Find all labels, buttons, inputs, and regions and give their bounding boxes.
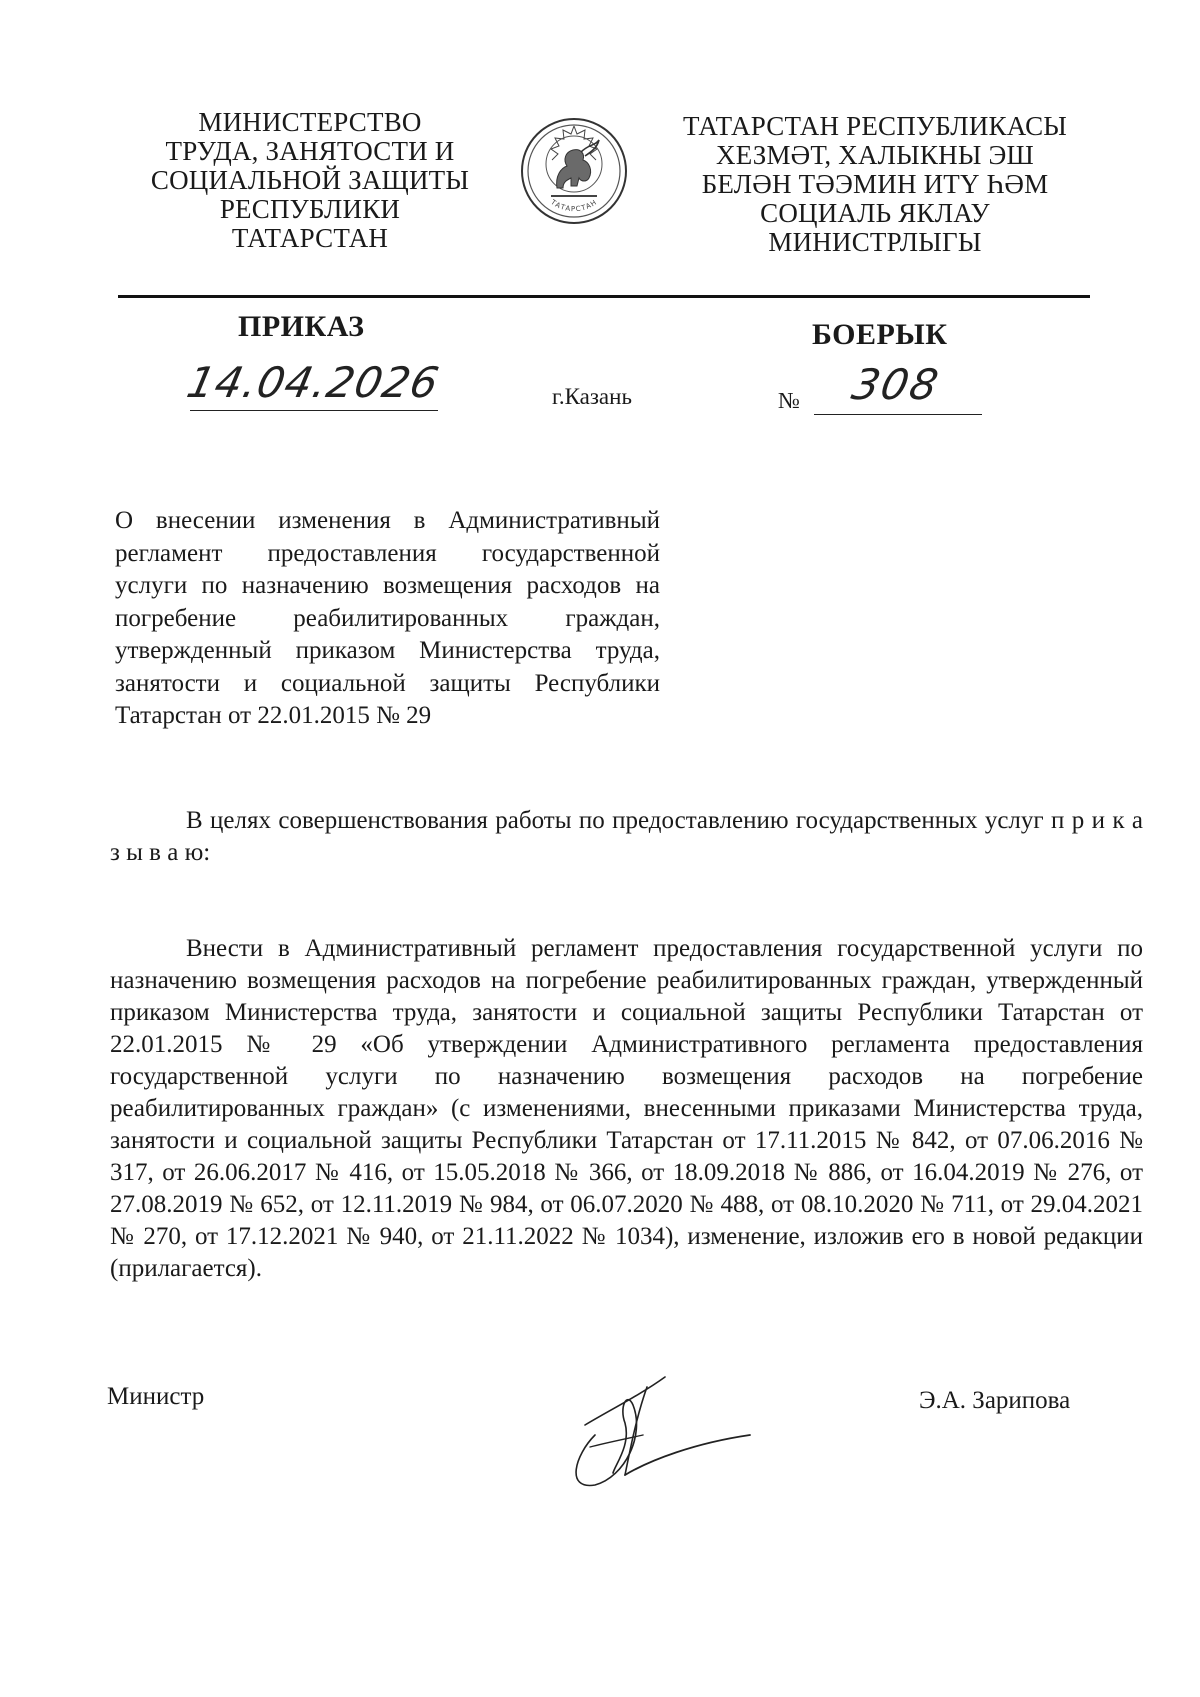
order-city: г.Казань [552,384,632,409]
svg-text:ТАТАРСТАН: ТАТАРСТАН [549,198,599,214]
ministry-name-tt [675,112,1075,257]
ministry-name-ru-line: ТАТАРСТАН [231,223,389,253]
ministry-name-ru [140,108,480,253]
signatory-role: Министр [107,1383,205,1410]
ministry-name-tt-line: ТАТАРСТАН РЕСПУБЛИКАСЫ [682,111,1068,141]
ministry-name-tt-line: МИНИСТРЛЫГЫ [768,227,982,257]
order-number: 308 [847,360,945,409]
number-sign: № [778,388,800,413]
preamble-paragraph: В целях совершенствования работы по предоставлению государственных услуг п р и к а з ы в а ю: [110,807,1143,866]
ministry-name-tt-line: БЕЛӘН ТӘЭМИН ИТҮ ҺӘМ [701,169,1049,199]
ministry-name-ru-line: СОЦИАЛЬНОЙ ЗАЩИТЫ [150,165,470,195]
ministry-name-ru-line: МИНИСТЕРСТВО [198,107,422,137]
order-label-ru: ПРИКАЗ [238,310,365,343]
number-underline [814,414,982,415]
ministry-name-ru-line: РЕСПУБЛИКИ [219,194,401,224]
handwritten-signature-icon [555,1365,755,1495]
tatarstan-coat-of-arms-icon [519,116,629,226]
signatory-name: Э.А. Зарипова [919,1387,1071,1414]
order-label-tt: БОЕРЫК [812,318,948,351]
order-date: 14.04.2026 [182,358,444,407]
ministry-name-tt-line: ХЕЗМӘТ, ХАЛЫКНЫ ЭШ [716,140,1034,170]
ministry-name-tt-line: СОЦИАЛЬ ЯКЛАУ [760,198,990,228]
date-underline [190,410,438,411]
order-title: О внесении изменения в Административный регламент предоставления государственной услуги по назначению возмещения расходов на погребение реабилитированных граждан, утвержденный приказом Министерства труда, занятости и социальной защиты Республики Татарстан от 22.01.2015 № 29 [115,507,660,729]
ministry-name-ru-line: ТРУДА, ЗАНЯТОСТИ И [165,136,455,166]
order-paragraph: Внести в Административный регламент предоставления государственной услуги по назначению возмещения расходов на погребение реабилитированных граждан, утвержденный приказом Министерства труда, занятости и социальной защиты Республики Татарстан от 22.01.2015 № 29 «Об утверждении Административного регламента предоставления государственной услуги по назначению возмещения расходов на погребение реабилитированных граждан» (с изменениями, внесенными приказами Министерства труда, занятости и социальной защиты Республики Татарстан от 17.11.2015 № 842, от 07.06.2016 № 317, от 26.06.2017 № 416, от 15.05.2018 № 366, от 18.09.2018 № 886, от 16.04.2019 № 276, от 27.08.2019 № 652, от 12.11.2019 № 984, от 06.07.2020 № 488, от 08.10.2020 № 711, от 29.04.2021 № 270, от 17.12.2021 № 940, от 21.11.2022 № 1034), изменение, изложив его в новой редакции (прилагается). [110,935,1143,1282]
header-divider [118,295,1090,298]
